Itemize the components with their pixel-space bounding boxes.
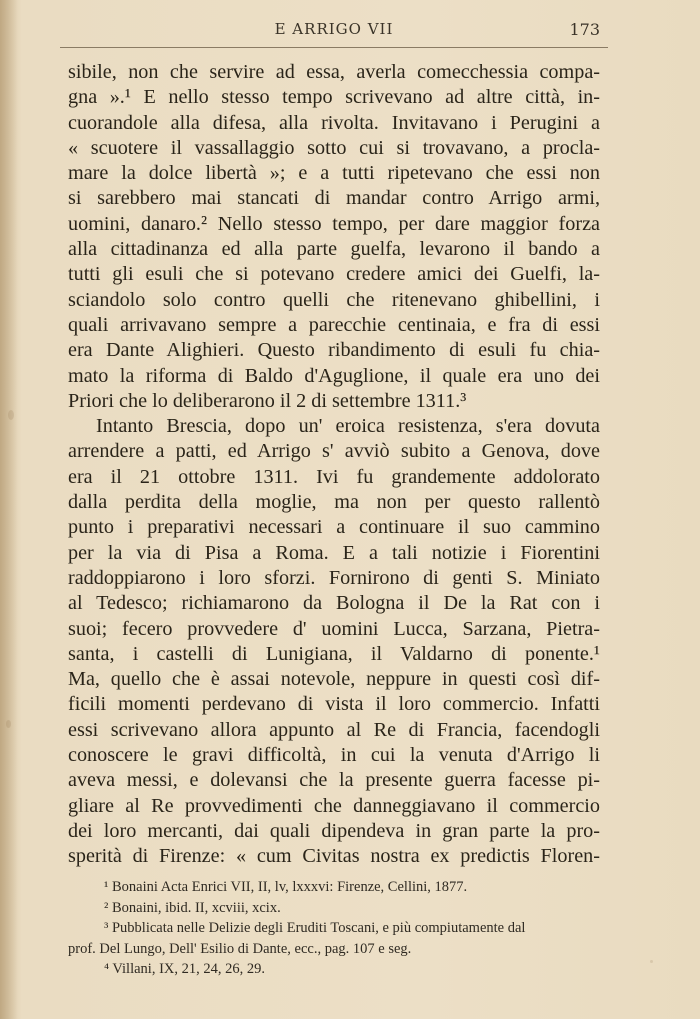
- text-line: uomini, danaro.² Nello stesso tempo, per dare maggior forza: [68, 212, 600, 235]
- page-gutter-shadow: [0, 0, 18, 1019]
- body-text: [68, 60, 600, 870]
- text-line: si sarebbero mai stancati di mandar contro Arrigo armi,: [68, 187, 600, 210]
- running-title: E ARRIGO VII: [274, 20, 394, 38]
- page-number: 173: [569, 20, 600, 39]
- text-line: tutti gli esuli che si potevano credere amici dei Guelfi, la-: [68, 263, 600, 286]
- footnote: ² Bonaini, ibid. II, xcviii, xcix.: [104, 899, 281, 916]
- text-line: « scuotere il vassallaggio sotto cui si trovavano, a procla-: [68, 136, 600, 159]
- text-line: cuorandole alla difesa, alla rivolta. Invitavano i Perugini a: [68, 111, 600, 134]
- text-line: Ma, quello che è assai notevole, neppure in questi così dif-: [68, 668, 600, 691]
- paragraph-start-line: Intanto Brescia, dopo un' eroica resistenza, s'era dovuta: [96, 415, 600, 438]
- text-line: era Dante Alighieri. Questo ribandimento di esuli fu chia-: [68, 339, 600, 362]
- paper-stain: [8, 410, 14, 420]
- text-line: quali arrivavano sempre a parecchie centinaia, e fra di essi: [68, 313, 600, 336]
- footnotes: [68, 877, 636, 980]
- text-line: mare la dolce libertà »; e a tutti ripetevano che essi non: [68, 162, 600, 185]
- text-line: sperità di Firenze: « cum Civitas nostra ex predictis Floren-: [68, 845, 600, 868]
- text-line: mato la riforma di Baldo d'Aguglione, il quale era uno dei: [68, 364, 600, 387]
- text-line: aveva messi, e dolevansi che la presente guerra facesse pi-: [68, 769, 600, 792]
- paper-stain: [6, 720, 11, 728]
- text-line: ficili momenti perdevano di vista il loro commercio. Infatti: [68, 693, 600, 716]
- paper-stain: [650, 960, 653, 963]
- text-line: sciandolo solo contro quelli che ritenevano ghibellini, i: [68, 288, 600, 311]
- text-line: dalla perdita della moglie, ma non per questo rallentò: [68, 491, 600, 514]
- text-line: arrendere a patti, ed Arrigo s' avviò subito a Genova, dove: [68, 440, 600, 463]
- text-line: punto i preparativi necessari a continuare il suo cammino: [68, 516, 600, 539]
- text-line: Priori che lo deliberarono il 2 di settembre 1311.³: [68, 389, 467, 412]
- footnote: ⁴ Villani, IX, 21, 24, 26, 29.: [104, 961, 265, 977]
- footnote-continuation: prof. Del Lungo, Dell' Esilio di Dante, ecc., pag. 107 e seg.: [68, 940, 412, 957]
- text-line: per la via di Pisa a Roma. E a tali notizie i Fiorentini: [68, 541, 600, 564]
- text-line: sibile, non che servire ad essa, averla comecchessia compa-: [68, 61, 600, 83]
- text-line: santa, i castelli di Lunigiana, il Valdarno di ponente.¹: [68, 642, 600, 665]
- text-line: essi scrivevano allora appunto al Re di Francia, facendogli: [68, 718, 600, 741]
- text-line: alla cittadinanza ed alla parte guelfa, levarono il bando a: [68, 238, 600, 261]
- text-line: suoi; fecero provvedere d' uomini Lucca, Sarzana, Pietra-: [68, 617, 600, 640]
- footnote: ¹ Bonaini Acta Enrici VII, II, lv, lxxxvi: Firenze, Cellini, 1877.: [104, 879, 468, 895]
- text-line: gliare al Re provvedimenti che danneggiavano il commercio: [68, 794, 600, 817]
- text-line: raddoppiarono i loro sforzi. Fornirono di genti S. Miniato: [68, 566, 600, 589]
- text-line: al Tedesco; richiamarono da Bologna il De la Rat con i: [68, 592, 600, 615]
- text-line: gna ».¹ E nello stesso tempo scrivevano ad altre città, in-: [68, 86, 600, 109]
- text-line: era il 21 ottobre 1311. Ivi fu grandemente addolorato: [68, 465, 600, 488]
- header-rule: [60, 47, 608, 48]
- text-line: conoscere le gravi difficoltà, in cui la venuta d'Arrigo li: [68, 744, 600, 767]
- footnote: ³ Pubblicata nelle Delizie degli Eruditi Toscani, e più compiutamente dal: [104, 920, 526, 936]
- running-header: [68, 18, 600, 44]
- text-line: dei loro mercanti, dai quali dipendeva in gran parte la pro-: [68, 819, 600, 842]
